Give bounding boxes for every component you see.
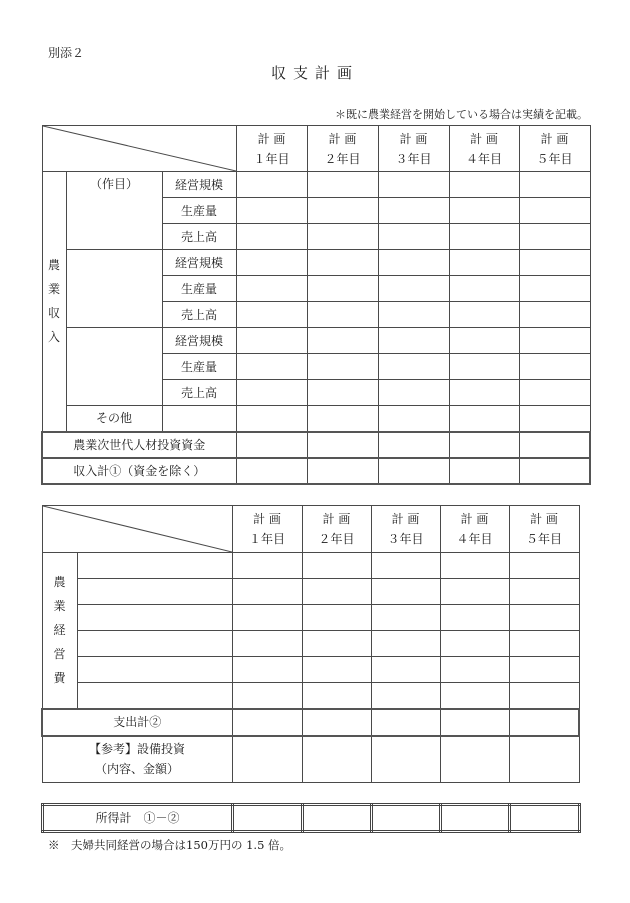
net-income-row bbox=[43, 805, 580, 832]
data-cell[interactable] bbox=[307, 302, 378, 328]
data-cell[interactable] bbox=[302, 683, 371, 709]
category-char: 営 bbox=[53, 647, 66, 662]
data-cell[interactable] bbox=[302, 579, 371, 605]
data-cell[interactable] bbox=[519, 224, 590, 250]
data-cell[interactable] bbox=[378, 380, 449, 406]
data-cell[interactable] bbox=[509, 605, 579, 631]
expense-item-cell[interactable] bbox=[77, 579, 232, 605]
capital-investment-row bbox=[42, 736, 579, 783]
data-cell[interactable] bbox=[449, 172, 519, 198]
production-label: 生産量 bbox=[162, 354, 236, 380]
data-cell[interactable] bbox=[236, 198, 307, 224]
diagonal-line bbox=[43, 506, 232, 552]
expense-item-cell[interactable] bbox=[77, 631, 232, 657]
data-cell[interactable] bbox=[509, 579, 579, 605]
year3-header bbox=[378, 126, 449, 172]
expense-item-cell[interactable] bbox=[77, 683, 232, 709]
data-cell[interactable] bbox=[232, 579, 302, 605]
data-cell[interactable] bbox=[307, 406, 378, 432]
data-cell[interactable] bbox=[519, 380, 590, 406]
expense-item-cell[interactable] bbox=[77, 605, 232, 631]
data-cell[interactable] bbox=[371, 683, 440, 709]
data-cell[interactable] bbox=[307, 432, 378, 458]
plan-label: 計 画 bbox=[322, 512, 351, 526]
data-cell[interactable] bbox=[371, 631, 440, 657]
data-cell[interactable] bbox=[449, 198, 519, 224]
year-label: ４年目 bbox=[456, 532, 493, 546]
data-cell[interactable] bbox=[232, 709, 302, 736]
data-cell[interactable] bbox=[378, 406, 449, 432]
data-cell[interactable] bbox=[302, 631, 371, 657]
table-row bbox=[42, 250, 590, 276]
table-row bbox=[42, 579, 579, 605]
data-cell[interactable] bbox=[441, 805, 510, 832]
expense-item-cell[interactable] bbox=[77, 553, 232, 579]
sales-label: 売上高 bbox=[162, 380, 236, 406]
data-cell[interactable] bbox=[232, 605, 302, 631]
data-cell[interactable] bbox=[440, 605, 509, 631]
production-label: 生産量 bbox=[162, 276, 236, 302]
category-char: 業 bbox=[53, 599, 66, 614]
table-row bbox=[42, 553, 579, 579]
data-cell[interactable] bbox=[378, 276, 449, 302]
data-cell[interactable] bbox=[378, 458, 449, 484]
data-cell[interactable] bbox=[378, 224, 449, 250]
data-cell[interactable] bbox=[449, 406, 519, 432]
subsidy-label: 農業次世代人材投資資金 bbox=[42, 432, 236, 458]
data-cell[interactable] bbox=[449, 276, 519, 302]
crop-name-cell[interactable] bbox=[66, 250, 162, 328]
data-cell[interactable] bbox=[440, 631, 509, 657]
data-cell[interactable] bbox=[307, 250, 378, 276]
data-cell[interactable] bbox=[449, 250, 519, 276]
category-char: 入 bbox=[47, 330, 60, 345]
crop-name-cell[interactable] bbox=[66, 328, 162, 406]
income-plan-table bbox=[41, 125, 591, 485]
data-cell[interactable] bbox=[449, 302, 519, 328]
data-cell[interactable] bbox=[302, 736, 371, 783]
data-cell[interactable] bbox=[302, 709, 371, 736]
data-cell[interactable] bbox=[519, 276, 590, 302]
year-label: ３年目 bbox=[395, 151, 432, 166]
data-cell[interactable] bbox=[232, 553, 302, 579]
year-label: ４年目 bbox=[466, 151, 503, 166]
data-cell[interactable] bbox=[372, 805, 441, 832]
data-cell[interactable] bbox=[236, 276, 307, 302]
data-cell[interactable] bbox=[509, 683, 579, 709]
category-char: 業 bbox=[47, 282, 60, 297]
plan-label: 計 画 bbox=[257, 131, 286, 146]
header-diagonal-cell bbox=[42, 126, 236, 172]
data-cell[interactable] bbox=[449, 432, 519, 458]
actual-record-note: ＊既に農業経営を開始している場合は実績を記載。 bbox=[335, 108, 588, 121]
year-label: ５年目 bbox=[536, 151, 573, 166]
crop-name-cell[interactable]: （作目） bbox=[66, 172, 162, 250]
data-cell[interactable] bbox=[236, 380, 307, 406]
couple-management-footnote: ※ 夫婦共同経営の場合は150万円の 1.5 倍。 bbox=[48, 838, 292, 852]
data-cell[interactable] bbox=[371, 736, 440, 783]
plan-label: 計 画 bbox=[530, 512, 558, 526]
year-label: ３年目 bbox=[387, 532, 424, 546]
income-total-label: 収入計①（資金を除く） bbox=[42, 458, 236, 484]
category-char: 収 bbox=[47, 306, 60, 321]
data-cell[interactable] bbox=[510, 805, 580, 832]
data-cell[interactable] bbox=[236, 328, 307, 354]
plan-label: 計 画 bbox=[328, 131, 357, 146]
year5-header bbox=[519, 126, 590, 172]
year2-header bbox=[307, 126, 378, 172]
data-cell[interactable] bbox=[307, 198, 378, 224]
year4-header bbox=[440, 506, 509, 553]
data-cell[interactable] bbox=[307, 276, 378, 302]
expense-total-label: 支出計② bbox=[42, 709, 232, 736]
header-diagonal-cell bbox=[42, 506, 232, 553]
sales-label: 売上高 bbox=[162, 302, 236, 328]
data-cell[interactable] bbox=[449, 354, 519, 380]
scale-label: 経営規模 bbox=[162, 172, 236, 198]
table-row bbox=[42, 631, 579, 657]
data-cell[interactable] bbox=[378, 354, 449, 380]
agri-income-category bbox=[42, 172, 66, 432]
scale-label: 経営規模 bbox=[162, 328, 236, 354]
expense-total-row bbox=[42, 709, 579, 736]
data-cell[interactable] bbox=[236, 172, 307, 198]
plan-label: 計 画 bbox=[470, 131, 498, 146]
year2-header bbox=[302, 506, 371, 553]
data-cell[interactable] bbox=[519, 354, 590, 380]
data-cell[interactable] bbox=[509, 631, 579, 657]
plan-label: 計 画 bbox=[391, 512, 420, 526]
data-cell[interactable] bbox=[162, 406, 236, 432]
data-cell[interactable] bbox=[236, 354, 307, 380]
diagonal-line bbox=[43, 126, 236, 171]
table-row bbox=[42, 657, 579, 683]
year-label: ２年目 bbox=[318, 532, 355, 546]
sales-label: 売上高 bbox=[162, 224, 236, 250]
data-cell[interactable] bbox=[371, 579, 440, 605]
data-cell[interactable] bbox=[449, 458, 519, 484]
page-title: 収支計画 bbox=[270, 64, 359, 82]
data-cell[interactable] bbox=[307, 224, 378, 250]
data-cell[interactable] bbox=[378, 302, 449, 328]
table-row bbox=[42, 683, 579, 709]
plan-label: 計 画 bbox=[253, 512, 281, 526]
data-cell[interactable] bbox=[236, 224, 307, 250]
data-cell[interactable] bbox=[236, 302, 307, 328]
table-row bbox=[42, 328, 590, 354]
net-income-label: 所得計 ①－② bbox=[43, 805, 233, 832]
table-row bbox=[42, 172, 590, 198]
data-cell[interactable] bbox=[440, 736, 509, 783]
table-row bbox=[42, 406, 590, 432]
production-label: 生産量 bbox=[162, 198, 236, 224]
data-cell[interactable] bbox=[519, 302, 590, 328]
data-cell[interactable] bbox=[307, 172, 378, 198]
year-label: ２年目 bbox=[324, 151, 361, 166]
year4-header bbox=[449, 126, 519, 172]
year3-header bbox=[371, 506, 440, 553]
scale-label: 経営規模 bbox=[162, 250, 236, 276]
data-cell[interactable] bbox=[519, 198, 590, 224]
data-cell[interactable] bbox=[236, 250, 307, 276]
data-cell[interactable] bbox=[302, 657, 371, 683]
year-label: ５年目 bbox=[525, 532, 562, 546]
data-cell[interactable] bbox=[519, 432, 590, 458]
data-cell[interactable] bbox=[519, 172, 590, 198]
plan-label: 計 画 bbox=[460, 512, 489, 526]
other-label: その他 bbox=[66, 406, 162, 432]
data-cell[interactable] bbox=[378, 328, 449, 354]
data-cell[interactable] bbox=[302, 605, 371, 631]
category-char: 経 bbox=[53, 623, 66, 638]
attachment-label: 別添２ bbox=[48, 46, 85, 60]
data-cell[interactable] bbox=[509, 657, 579, 683]
data-cell[interactable] bbox=[232, 657, 302, 683]
data-cell[interactable] bbox=[378, 432, 449, 458]
reference-subtitle: （内容、金額） bbox=[94, 762, 179, 777]
data-cell[interactable] bbox=[307, 354, 378, 380]
data-cell[interactable] bbox=[449, 380, 519, 406]
data-cell[interactable] bbox=[378, 250, 449, 276]
data-cell[interactable] bbox=[509, 709, 579, 736]
year1-header bbox=[232, 506, 302, 553]
data-cell[interactable] bbox=[302, 553, 371, 579]
year-label: １年目 bbox=[253, 151, 290, 166]
data-cell[interactable] bbox=[232, 631, 302, 657]
year5-header bbox=[509, 506, 579, 553]
net-income-table bbox=[41, 803, 581, 833]
data-cell[interactable] bbox=[232, 683, 302, 709]
data-cell[interactable] bbox=[307, 380, 378, 406]
data-cell[interactable] bbox=[509, 553, 579, 579]
data-cell[interactable] bbox=[303, 805, 372, 832]
data-cell[interactable] bbox=[440, 579, 509, 605]
reference-title: 【参考】設備投資 bbox=[88, 742, 185, 757]
expense-item-cell[interactable] bbox=[77, 657, 232, 683]
plan-label: 計 画 bbox=[399, 131, 428, 146]
income-header-row bbox=[42, 126, 590, 172]
data-cell[interactable] bbox=[371, 709, 440, 736]
data-cell[interactable] bbox=[378, 198, 449, 224]
data-cell[interactable] bbox=[519, 250, 590, 276]
category-char: 農 bbox=[47, 258, 60, 273]
data-cell[interactable] bbox=[440, 657, 509, 683]
income-total-row bbox=[42, 458, 590, 484]
data-cell[interactable] bbox=[449, 224, 519, 250]
data-cell[interactable] bbox=[371, 605, 440, 631]
data-cell[interactable] bbox=[307, 458, 378, 484]
expense-plan-table bbox=[41, 505, 580, 783]
plan-label: 計 画 bbox=[540, 131, 569, 146]
data-cell[interactable] bbox=[233, 805, 303, 832]
data-cell[interactable] bbox=[236, 432, 307, 458]
agri-expense-category bbox=[42, 553, 77, 709]
data-cell[interactable] bbox=[519, 328, 590, 354]
data-cell[interactable] bbox=[307, 328, 378, 354]
expense-header-row bbox=[42, 506, 579, 553]
capital-investment-label bbox=[42, 736, 232, 783]
data-cell[interactable] bbox=[371, 553, 440, 579]
data-cell[interactable] bbox=[509, 736, 579, 783]
subsidy-row bbox=[42, 432, 590, 458]
data-cell[interactable] bbox=[236, 406, 307, 432]
data-cell[interactable] bbox=[232, 736, 302, 783]
year-label: １年目 bbox=[248, 532, 285, 546]
data-cell[interactable] bbox=[371, 657, 440, 683]
data-cell[interactable] bbox=[440, 553, 509, 579]
data-cell[interactable] bbox=[236, 458, 307, 484]
data-cell[interactable] bbox=[440, 709, 509, 736]
data-cell[interactable] bbox=[440, 683, 509, 709]
data-cell[interactable] bbox=[378, 172, 449, 198]
category-char: 費 bbox=[53, 671, 66, 686]
data-cell[interactable] bbox=[519, 458, 590, 484]
year1-header bbox=[236, 126, 307, 172]
data-cell[interactable] bbox=[519, 406, 590, 432]
data-cell[interactable] bbox=[449, 328, 519, 354]
table-row bbox=[42, 605, 579, 631]
category-char: 農 bbox=[53, 575, 66, 590]
